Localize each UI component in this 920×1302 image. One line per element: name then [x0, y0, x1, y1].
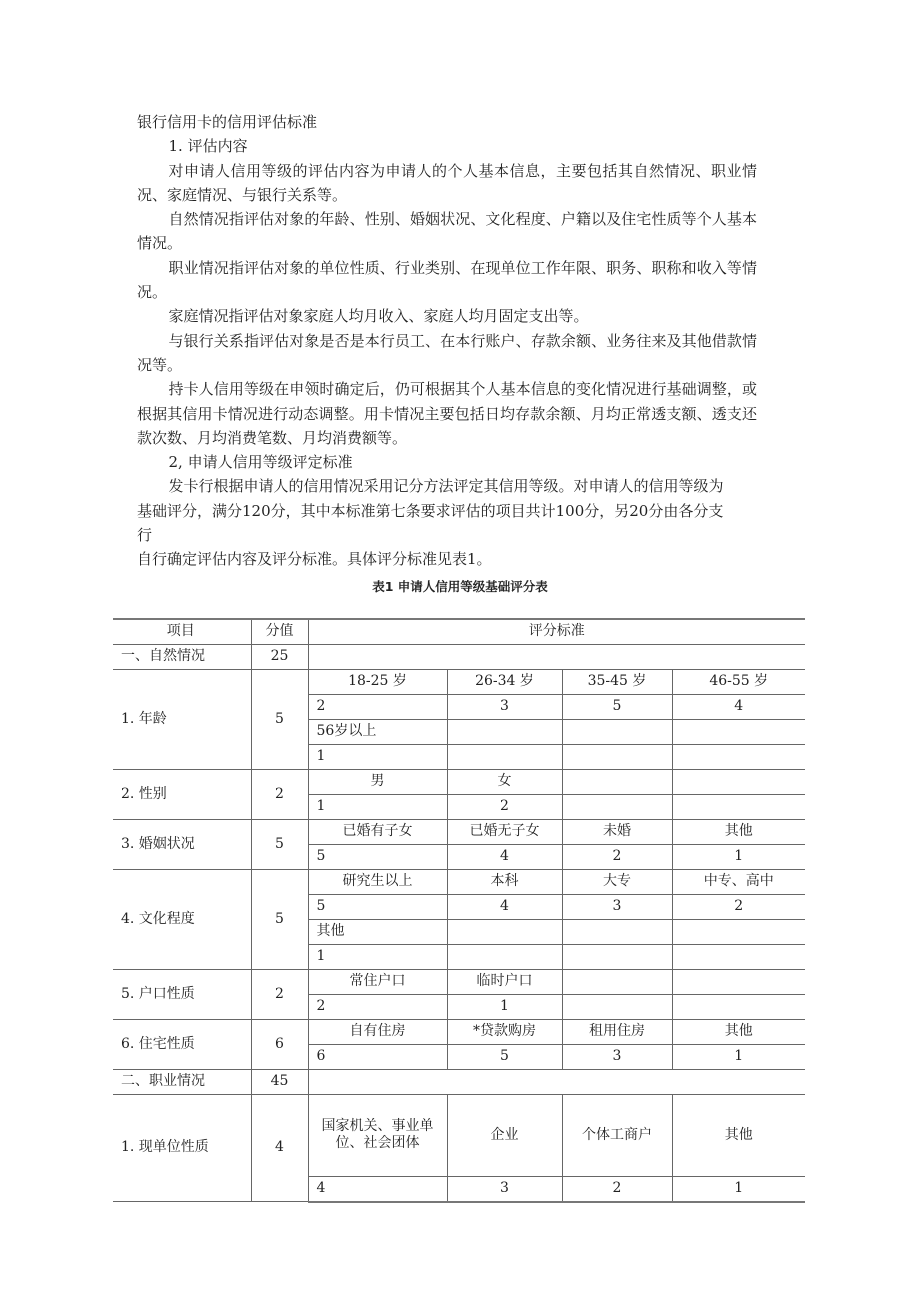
criteria-cell [562, 994, 672, 1019]
criteria-cell [447, 919, 562, 944]
section-row [113, 1069, 805, 1094]
criteria-cell [562, 1094, 672, 1176]
criteria-cell [672, 769, 805, 794]
criteria-cell [447, 869, 562, 894]
criteria-cell [672, 1094, 805, 1176]
item-score: 2 [251, 969, 308, 1019]
paragraph: 发卡行根据申请人的信用情况采用记分方法评定其信用等级。对申请人的信用等级为基础评分，满分120分，其中本标准第七条要求评估的项目共计100分，另20分由各分支行 [137, 477, 724, 545]
criteria-text: 企业 [490, 1126, 519, 1143]
criteria-text: 1 [734, 1048, 744, 1065]
criteria-text: 18-25 岁 [348, 673, 407, 690]
criteria-text: 已婚有子女 [342, 823, 413, 840]
table-row [113, 1094, 805, 1176]
item-score: 5 [251, 669, 308, 769]
criteria-cell [447, 1044, 562, 1069]
criteria-text: 自有住房 [349, 1023, 406, 1040]
criteria-text: 5 [316, 898, 326, 915]
paragraph: 持卡人信用等级在申领时确定后，仍可根据其个人基本信息的变化情况进行基础调整，或根据其信用卡情况进行动态调整。用卡情况主要包括日均存款余额、月均正常透支额、透支还款次数、月均消费笔数、月均消费额等。 [137, 380, 757, 447]
criteria-text: 1 [316, 748, 326, 765]
criteria-cell [308, 669, 447, 694]
criteria-text: 3 [612, 1048, 622, 1065]
criteria-cell [672, 719, 805, 744]
criteria-cell [447, 744, 562, 769]
criteria-cell [447, 1019, 562, 1044]
criteria-text: 5 [500, 1048, 509, 1065]
criteria-cell [447, 1094, 562, 1176]
criteria-cell [672, 1044, 805, 1069]
item-score: 4 [251, 1094, 308, 1202]
criteria-cell [672, 994, 805, 1019]
criteria-text: 临时户口 [476, 973, 533, 990]
criteria-text: 研究生以上 [342, 873, 413, 890]
section-score: 25 [251, 644, 308, 669]
criteria-text: 35-45 岁 [587, 673, 647, 690]
criteria-cell [672, 744, 805, 769]
section-item: 一、自然情况 [113, 644, 251, 669]
criteria-cell [672, 694, 805, 719]
document-title: 银行信用卡的信用评估标准 [137, 113, 318, 131]
criteria-text: 未婚 [603, 823, 631, 840]
criteria-text: 2 [612, 848, 622, 865]
criteria-cell [308, 894, 447, 919]
section-heading-2: 2, 申请人信用等级评定标准 [168, 453, 353, 472]
criteria-cell [562, 1176, 672, 1202]
section-score: 45 [251, 1069, 308, 1094]
criteria-cell [308, 1044, 447, 1069]
criteria-cell [562, 1019, 672, 1044]
criteria-text: 大专 [603, 873, 631, 890]
criteria-text: 4 [734, 698, 744, 715]
criteria-cell [308, 844, 447, 869]
table-row [113, 969, 805, 994]
item-label: 2. 性别 [113, 769, 251, 819]
criteria-cell [308, 794, 447, 819]
criteria-cell [308, 744, 447, 769]
criteria-cell [562, 819, 672, 844]
criteria-cell [447, 844, 562, 869]
criteria-text: 其他 [724, 1126, 753, 1143]
criteria-text: 26-34 岁 [475, 673, 534, 690]
paragraph-continuation: 自行确定评估内容及评分标准。具体评分标准见表1。 [137, 550, 492, 569]
criteria-cell [447, 694, 562, 719]
criteria-text: 56岁以上 [316, 723, 377, 740]
criteria-text: 已婚无子女 [469, 823, 540, 840]
item-score: 6 [251, 1019, 308, 1069]
table-row [113, 819, 805, 844]
criteria-cell [308, 944, 447, 969]
criteria-cell [562, 869, 672, 894]
criteria-text: 本科 [490, 873, 519, 890]
criteria-cell [447, 794, 562, 819]
header-item: 项目 [113, 619, 251, 645]
header-criteria: 评分标准 [308, 619, 805, 645]
criteria-text: 2 [612, 1180, 622, 1197]
criteria-text: 租用住房 [589, 1023, 645, 1040]
criteria-text: *贷款购房 [473, 1023, 536, 1040]
criteria-cell [447, 1176, 562, 1202]
criteria-text: 其他 [724, 1023, 753, 1040]
criteria-cell [672, 844, 805, 869]
criteria-cell [308, 1094, 447, 1176]
criteria-cell [447, 769, 562, 794]
criteria-text: 4 [500, 848, 509, 865]
criteria-cell [308, 719, 447, 744]
criteria-cell [672, 944, 805, 969]
criteria-text: 1 [734, 848, 744, 865]
item-label: 3. 婚姻状况 [113, 819, 251, 869]
section-row [113, 644, 805, 669]
criteria-text: 1 [500, 998, 509, 1015]
criteria-cell [672, 919, 805, 944]
criteria-cell [308, 869, 447, 894]
criteria-text: 4 [316, 1180, 326, 1197]
paragraph: 对申请人信用等级的评估内容为申请人的个人基本信息，主要包括其自然情况、职业情况、家庭情况、与银行关系等。 [137, 161, 757, 204]
criteria-text: 2 [734, 898, 744, 915]
section-heading-1: 1. 评估内容 [168, 137, 248, 156]
criteria-text: 中专、高中 [703, 873, 774, 890]
criteria-text: 5 [316, 848, 326, 865]
criteria-cell [562, 919, 672, 944]
criteria-text: 个体工商户 [582, 1126, 652, 1143]
criteria-cell [562, 1044, 672, 1069]
criteria-cell [672, 1176, 805, 1202]
criteria-cell [308, 819, 447, 844]
criteria-text: 3 [500, 1180, 509, 1197]
criteria-cell [447, 994, 562, 1019]
criteria-text: 1 [734, 1180, 744, 1197]
criteria-text: 2 [316, 998, 326, 1015]
criteria-cell [562, 894, 672, 919]
criteria-cell [308, 969, 447, 994]
scoring-table [113, 618, 805, 1203]
section-empty [308, 644, 805, 669]
criteria-text: 6 [316, 1048, 326, 1065]
item-label: 6. 住宅性质 [113, 1019, 251, 1069]
criteria-text: 5 [612, 698, 622, 715]
criteria-text: 女 [497, 773, 512, 790]
item-label: 1. 现单位性质 [113, 1094, 251, 1202]
table-row [113, 669, 805, 694]
criteria-cell [562, 719, 672, 744]
criteria-cell [308, 994, 447, 1019]
section-item: 二、职业情况 [113, 1069, 251, 1094]
criteria-text: 其他 [316, 923, 345, 940]
item-score: 2 [251, 769, 308, 819]
criteria-cell [308, 919, 447, 944]
criteria-cell [308, 694, 447, 719]
item-label: 5. 户口性质 [113, 969, 251, 1019]
criteria-cell [672, 669, 805, 694]
criteria-cell [672, 969, 805, 994]
criteria-text: 常住户口 [349, 973, 406, 990]
criteria-text: 46-55 岁 [709, 673, 769, 690]
criteria-cell [447, 669, 562, 694]
table-row [113, 769, 805, 794]
table-row [113, 1019, 805, 1044]
criteria-cell [562, 694, 672, 719]
paragraph: 家庭情况指评估对象家庭人均月收入、家庭人均月固定支出等。 [168, 307, 589, 326]
criteria-cell [562, 744, 672, 769]
criteria-cell [308, 769, 447, 794]
criteria-text: 2 [316, 698, 326, 715]
criteria-cell [672, 869, 805, 894]
item-score: 5 [251, 819, 308, 869]
item-label: 1. 年龄 [113, 669, 251, 769]
criteria-cell [447, 719, 562, 744]
criteria-cell [562, 944, 672, 969]
criteria-cell [562, 844, 672, 869]
table-row [113, 869, 805, 894]
criteria-cell [672, 794, 805, 819]
criteria-text: 1 [316, 948, 326, 965]
criteria-cell [447, 944, 562, 969]
criteria-cell [672, 819, 805, 844]
header-score: 分值 [251, 619, 308, 645]
criteria-cell [562, 669, 672, 694]
criteria-text: 国家机关、事业单 位、社会团体 [321, 1118, 434, 1152]
criteria-text: 2 [500, 798, 509, 815]
paragraph: 自然情况指评估对象的年龄、性别、婚姻状况、文化程度、户籍以及住宅性质等个人基本情况。 [137, 210, 757, 253]
criteria-text: 3 [612, 898, 622, 915]
criteria-cell [447, 969, 562, 994]
criteria-cell [672, 894, 805, 919]
criteria-cell [447, 819, 562, 844]
criteria-cell [562, 769, 672, 794]
criteria-cell [447, 894, 562, 919]
paragraph: 与银行关系指评估对象是否是本行员工、在本行账户、存款余额、业务往来及其他借款情况等。 [137, 331, 757, 374]
item-score: 5 [251, 869, 308, 969]
criteria-text: 3 [500, 698, 509, 715]
section-empty [308, 1069, 805, 1094]
criteria-text: 男 [370, 773, 385, 790]
criteria-cell [562, 794, 672, 819]
table-caption: 表1 申请人信用等级基础评分表 [372, 578, 548, 594]
paragraph: 职业情况指评估对象的单位性质、行业类别、在现单位工作年限、职务、职称和收入等情况。 [137, 258, 757, 302]
criteria-text: 其他 [724, 823, 753, 840]
criteria-text: 4 [500, 898, 509, 915]
criteria-cell [562, 969, 672, 994]
criteria-cell [308, 1019, 447, 1044]
table-header-row [113, 619, 805, 645]
criteria-cell [308, 1176, 447, 1202]
criteria-cell [672, 1019, 805, 1044]
item-label: 4. 文化程度 [113, 869, 251, 969]
document-body [137, 110, 757, 572]
criteria-text: 1 [316, 798, 326, 815]
